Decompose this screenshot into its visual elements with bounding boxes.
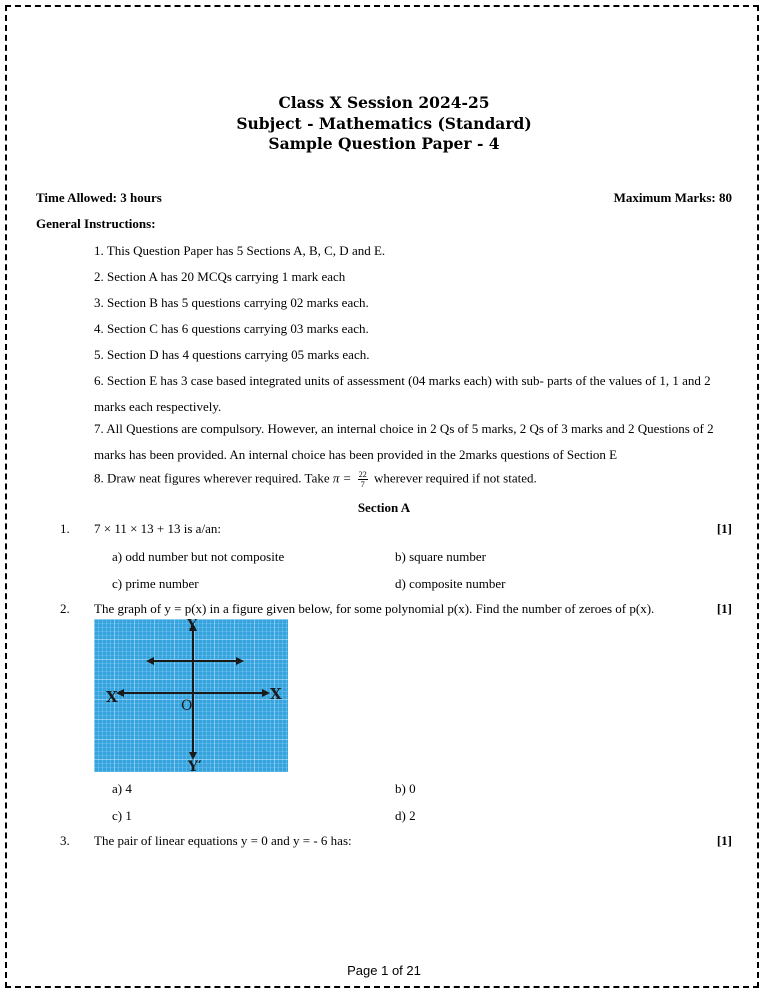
pi-fraction-denominator: 7 — [360, 480, 365, 489]
question-2-option-c: c) 1 — [112, 808, 132, 823]
question-3-text: The pair of linear equations y = 0 and y = - 6 has: — [94, 833, 352, 848]
question-2-option-b: b) 0 — [395, 781, 416, 796]
pi-fraction — [358, 470, 368, 489]
pi-fraction-numerator: 22 — [358, 470, 367, 479]
instruction-item: 1. This Question Paper has 5 Sections A, B, C, D and E. — [94, 243, 386, 258]
question-1-text: 7 × 11 × 13 + 13 is a/an: — [94, 521, 221, 536]
question-2-option-a: a) 4 — [112, 781, 132, 796]
label-x-prime: X′ — [106, 688, 122, 706]
label-y-prime: Y′ — [188, 759, 202, 772]
general-instructions-heading: General Instructions: — [36, 216, 156, 231]
question-2-number: 2. — [60, 601, 70, 616]
section-a-heading: Section A — [357, 500, 411, 515]
pi-equals: π = — [332, 470, 352, 486]
paper-title-subject: Subject - Mathematics (Standard) — [236, 114, 532, 133]
time-allowed: Time Allowed: 3 hours — [36, 190, 162, 205]
question-1-number: 1. — [60, 521, 70, 536]
question-3-number: 3. — [60, 833, 70, 848]
instruction-item: 7. All Questions are compulsory. However, an internal choice in 2 Qs of 5 marks, 2 Qs of 3 marks and 2 Questions of 2 marks has been provided. An internal choice has been provided in the 2marks questions of Section E — [94, 421, 714, 462]
instruction-item: 5. Section D has 4 questions carrying 05 marks each. — [94, 347, 370, 362]
label-y: Y — [187, 619, 197, 633]
instruction-item: 4. Section C has 6 questions carrying 03 marks each. — [94, 321, 369, 336]
question-1-option-d: d) composite number — [395, 576, 506, 591]
label-x: X — [270, 685, 282, 703]
instruction-item-8 — [94, 470, 537, 489]
page-footer: Page 1 of 21 — [347, 963, 421, 978]
label-origin: O — [181, 698, 193, 714]
question-2-text: The graph of y = p(x) in a figure given below, for some polynomial p(x). Find the number of zeroes of p(x). — [94, 601, 655, 616]
instruction-8-text-before: 8. Draw neat figures wherever required. Take — [94, 470, 330, 486]
paper-title-class: Class X Session 2024-25 — [278, 93, 490, 112]
instruction-item: 2. Section A has 20 MCQs carrying 1 mark each — [94, 269, 346, 284]
question-1-option-a: a) odd number but not composite — [112, 549, 285, 564]
question-2-marks: [1] — [716, 601, 732, 616]
question-2-option-d: d) 2 — [395, 808, 416, 823]
paper-title-sample: Sample Question Paper - 4 — [268, 134, 500, 153]
question-3-marks: [1] — [716, 833, 732, 848]
polynomial-graph-figure — [94, 619, 288, 772]
instruction-item: 3. Section B has 5 questions carrying 02 marks each. — [94, 295, 369, 310]
maximum-marks: Maximum Marks: 80 — [613, 190, 732, 205]
question-1-marks: [1] — [716, 521, 732, 536]
question-1-option-c: c) prime number — [112, 576, 199, 591]
instruction-8-text-after: wherever required if not stated. — [373, 470, 537, 486]
question-1-option-b: b) square number — [395, 549, 486, 564]
instruction-item: 6. Section E has 3 case based integrated units of assessment (04 marks each) with sub- parts of the values of 1, 1 and 2 marks each respectively. — [94, 373, 711, 414]
